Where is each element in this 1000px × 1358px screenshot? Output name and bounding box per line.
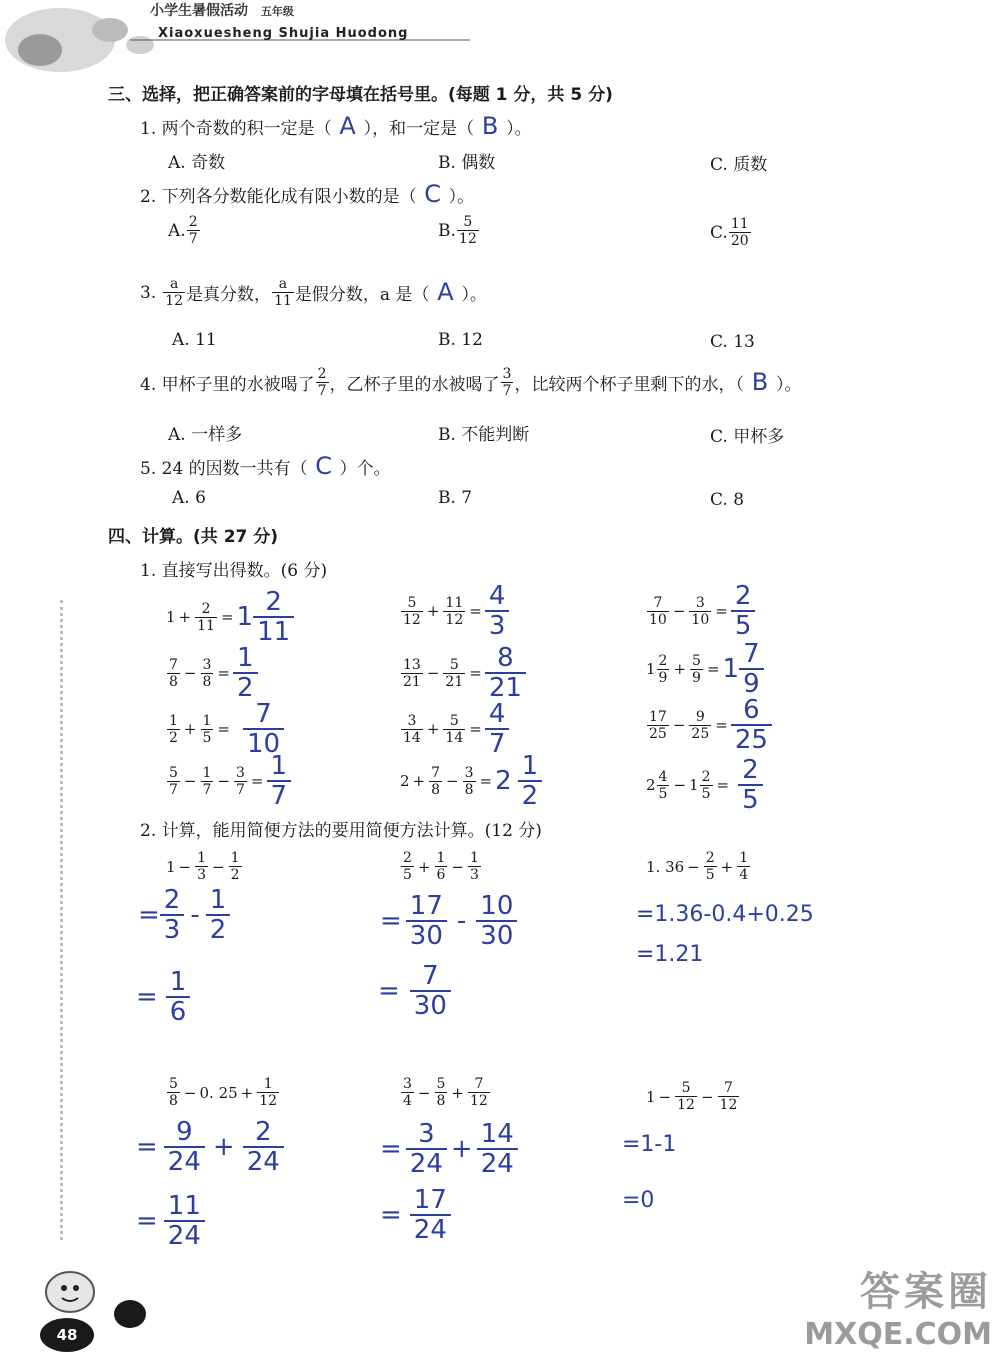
header-brand-cn	[150, 0, 294, 20]
calc-3-expression: 1. 36 − $\frac{2}{5}$ + $\frac{1}{4}$	[646, 850, 749, 883]
answer-fraction: $\frac{2}{5}$	[738, 756, 763, 814]
answer-fraction: $\frac{2}{5}$	[731, 582, 756, 640]
direct-r1c1: 1 + $\frac{2}{11}$ = 1 2 11	[166, 588, 294, 646]
answer-fraction: $\frac{7}{10}$	[243, 700, 284, 758]
fraction: $\frac{3}{7}$	[502, 366, 512, 399]
calc-2-expression: $\frac{2}{5}$ + $\frac{1}{6}$ − $\frac{1}{3}$	[403, 850, 479, 883]
fraction: $\frac{5}{9}$	[692, 652, 701, 686]
fraction: $\frac{5}{12}$	[677, 1080, 695, 1113]
fraction: $\frac{5}{7}$	[169, 764, 178, 798]
answer-fraction: $\frac{14}{24}$	[477, 1120, 518, 1178]
fraction: $\frac{1}{6}$	[436, 850, 446, 883]
fraction: $\frac{11}{12}$	[445, 594, 464, 628]
fraction: $\frac{3}{14}$	[403, 712, 421, 746]
fraction: $\frac{3}{8}$	[202, 656, 212, 690]
fraction: $\frac{3}{7}$	[236, 764, 245, 798]
fraction: $\frac{1}{4}$	[739, 850, 749, 883]
direct-r2c3: 1 $\frac{2}{9}$ + $\frac{5}{9}$ = 1 7 9	[646, 640, 764, 698]
direct-r3c3: $\frac{17}{25}$ − $\frac{9}{25}$ = $\frac{6}{25}$	[646, 696, 772, 754]
fraction: $\frac{1}{12}$	[259, 1076, 278, 1109]
fraction: $\frac{9}{25}$	[691, 708, 710, 742]
fraction: $\frac{5}{12}$	[458, 214, 477, 247]
answer-fraction: $\frac{7}{30}$	[410, 962, 451, 1020]
answer-fraction: 1 2	[518, 752, 543, 810]
q5-option-a: A. 6	[172, 488, 206, 508]
answer-fraction: $\frac{6}{25}$	[731, 696, 772, 754]
answer-fraction: $\frac{2}{3}$	[160, 886, 185, 944]
calc-4-expression: $\frac{5}{8}$ − 0. 25 + $\frac{1}{12}$	[169, 1076, 278, 1109]
answer-whole: 1	[236, 602, 254, 632]
direct-r3c1: $\frac{1}{2}$ + $\frac{1}{5}$ = $\frac{7}{10}$	[166, 700, 284, 758]
answer-fraction: $\frac{4}{3}$	[485, 582, 510, 640]
direct-r4c3: 2 $\frac{4}{5}$ − 1 $\frac{2}{5}$ = $\frac{2}{5}$	[646, 756, 763, 814]
q1-answer-2: B	[481, 112, 499, 140]
fraction: $\frac{3}{4}$	[403, 1076, 412, 1109]
answer-fraction: $\frac{9}{24}$	[164, 1118, 205, 1176]
brand-grade: 五年级	[260, 5, 294, 18]
calc-5-expression: $\frac{3}{4}$ − $\frac{5}{8}$ + $\frac{7}{12}$	[403, 1076, 488, 1109]
fraction: $\frac{5}{14}$	[445, 712, 464, 746]
calc-6-step-1: =1-1	[622, 1132, 677, 1157]
direct-r2c2: $\frac{13}{21}$ − $\frac{5}{21}$ = $\frac{8}{21}$	[400, 644, 526, 702]
fraction: $\frac{2}{9}$	[658, 652, 668, 686]
q1-stem: 1. 两个奇数的积一定是（ A ），和一定是（ B ）。	[140, 112, 532, 140]
fraction: $\frac{2}{11}$	[197, 600, 215, 634]
answer-fraction: $\frac{17}{24}$	[410, 1186, 451, 1244]
calc-4-step-2: = $\frac{11}{24}$	[136, 1192, 205, 1250]
direct-r2c1: $\frac{7}{8}$ − $\frac{3}{8}$ = $\frac{1}{2}$	[166, 644, 258, 702]
answer-fraction: $\frac{3}{24}$	[406, 1120, 447, 1178]
q5-option-b: B. 7	[438, 488, 473, 508]
answer-fraction: $\frac{2}{24}$	[243, 1118, 284, 1176]
watermark-text: 答案圈	[860, 1269, 992, 1315]
calc-3-step-2: =1.21	[636, 942, 704, 967]
fraction: $\frac{5}{8}$	[436, 1076, 446, 1109]
answer-fraction: 10 30	[476, 892, 517, 950]
fraction: $\frac{2}{5}$	[403, 850, 412, 883]
q1-option-b: B. 偶数	[438, 153, 496, 173]
answer-fraction: $\frac{11}{24}$	[164, 1192, 205, 1250]
watermark-url: MXQE.COM	[804, 1317, 992, 1352]
fraction: $\frac{7}{8}$	[169, 656, 178, 690]
watermark	[804, 1260, 992, 1352]
q4-answer: B	[751, 368, 769, 396]
q2-option-a: A. $\frac{2}{7}$	[168, 214, 198, 247]
answer-fraction: $\frac{17}{30}$	[406, 892, 447, 950]
answer-fraction: 2 11	[253, 588, 294, 646]
section-3-title: 三、选择，把正确答案前的字母填在括号里。(每题 1 分，共 5 分)	[108, 85, 613, 105]
q3-option-b: B. 12	[438, 330, 483, 350]
fraction: $\frac{1}{7}$	[202, 764, 212, 798]
q4-stem: 4. 甲杯子里的水被喝了 $\frac{2}{7}$ ，乙杯子里的水被喝了 $\frac{3}{7}$ ，比较两个杯子里剩下的水，（ B ）。	[140, 366, 802, 399]
fraction: $\frac{1}{3}$	[470, 850, 479, 883]
direct-r4c2: 2 + $\frac{7}{8}$ − $\frac{3}{8}$ = 2 1 2	[400, 752, 542, 810]
fraction: $\frac{2}{7}$	[188, 214, 198, 247]
q2-stem: 2. 下列各分数能化成有限小数的是（ C ）。	[140, 180, 475, 208]
direct-r4c1: $\frac{5}{7}$ − $\frac{1}{7}$ − $\frac{3}{7}$ = $\frac{1}{7}$	[166, 752, 291, 810]
q3-option-c: C. 13	[710, 332, 755, 352]
margin-dotted-line	[60, 600, 63, 1240]
fraction: $\frac{7}{8}$	[431, 764, 441, 798]
q4-option-c: C. 甲杯多	[710, 427, 785, 447]
answer-fraction: $\frac{8}{21}$	[485, 644, 526, 702]
calc-6-step-2: =0	[622, 1188, 655, 1213]
fraction: $\frac{5}{21}$	[445, 656, 464, 690]
q1-answer-1: A	[339, 112, 356, 140]
fraction: $\frac{13}{21}$	[403, 656, 421, 690]
calc-3-step-1: =1.36-0.4+0.25	[636, 902, 814, 927]
fraction: $\frac{a}{11}$	[274, 276, 292, 309]
brand-name: 小学生暑假活动	[150, 3, 248, 19]
q4-option-a: A. 一样多	[168, 425, 243, 445]
answer-fraction: $\frac{1}{7}$	[267, 752, 292, 810]
fraction: $\frac{5}{8}$	[169, 1076, 178, 1109]
fraction: $\frac{1}{5}$	[202, 712, 212, 746]
fraction: $\frac{3}{10}$	[691, 594, 710, 628]
fraction: $\frac{11}{20}$	[730, 216, 749, 249]
answer-fraction: $\frac{4}{7}$	[485, 700, 510, 758]
calc-1-step-2: = $\frac{1}{6}$	[136, 968, 190, 1026]
fraction: $\frac{1}{2}$	[169, 712, 178, 746]
calc-1-step-1: = $\frac{2}{3}$ - 1 2	[138, 886, 230, 944]
calc-5-step-1: = $\frac{3}{24}$ + $\frac{14}{24}$	[380, 1120, 518, 1178]
fraction: $\frac{4}{5}$	[658, 768, 668, 802]
page-number: 48	[40, 1318, 94, 1352]
header-brand-pinyin: Xiaoxuesheng Shujia Huodong	[158, 26, 409, 41]
calc-5-step-2: = $\frac{17}{24}$	[380, 1186, 451, 1244]
fraction: $\frac{1}{3}$	[197, 850, 207, 883]
calc-2-step-1: = $\frac{17}{30}$ - 10 30	[380, 892, 517, 950]
answer-fraction: 7 9	[739, 640, 764, 698]
fraction: $\frac{a}{12}$	[165, 276, 184, 309]
calc-1-expression: 1 − $\frac{1}{3}$ − $\frac{1}{2}$	[166, 850, 240, 883]
section-4-title: 四、计算。(共 27 分)	[108, 527, 279, 547]
fraction: $\frac{2}{7}$	[317, 366, 327, 399]
fraction: $\frac{2}{5}$	[701, 768, 711, 802]
q3-option-a: A. 11	[172, 330, 217, 350]
fraction: $\frac{3}{8}$	[464, 764, 474, 798]
q3-stem: 3. $\frac{a}{12}$ 是真分数， $\frac{a}{11}$ 是假分数，a 是（ A ）。	[140, 276, 487, 309]
part-2-title: 2. 计算，能用简便方法的要用简便方法计算。(12 分)	[140, 821, 542, 841]
answer-whole: 1	[722, 654, 740, 684]
q3-answer: A	[437, 278, 454, 306]
direct-r1c3: $\frac{7}{10}$ − $\frac{3}{10}$ = $\frac{2}{5}$	[646, 582, 755, 640]
fraction: $\frac{5}{12}$	[403, 594, 421, 628]
q4-option-b: B. 不能判断	[438, 425, 530, 445]
q5-option-c: C. 8	[710, 490, 745, 510]
direct-r3c2: $\frac{3}{14}$ + $\frac{5}{14}$ = $\frac{4}{7}$	[400, 700, 509, 758]
q2-option-c: C. $\frac{11}{20}$	[710, 216, 749, 249]
answer-fraction: $\frac{1}{6}$	[166, 968, 191, 1026]
fraction: $\frac{7}{12}$	[470, 1076, 488, 1109]
fraction: $\frac{7}{10}$	[649, 594, 667, 628]
answer-whole: 2	[495, 766, 512, 796]
fraction: $\frac{7}{12}$	[719, 1080, 738, 1113]
calc-6-expression: 1 − $\frac{5}{12}$ − $\frac{7}{12}$	[646, 1080, 738, 1113]
fraction: $\frac{1}{2}$	[230, 850, 240, 883]
q1-option-c: C. 质数	[710, 155, 768, 175]
direct-r1c2: $\frac{5}{12}$ + $\frac{11}{12}$ = $\frac{4}{3}$	[400, 582, 509, 640]
answer-fraction: $\frac{1}{2}$	[233, 644, 258, 702]
calc-2-step-2: = $\frac{7}{30}$	[378, 962, 451, 1020]
q1-option-a: A. 奇数	[168, 153, 226, 173]
fraction: $\frac{17}{25}$	[649, 708, 667, 742]
calc-4-step-1: = $\frac{9}{24}$ + $\frac{2}{24}$	[136, 1118, 284, 1176]
part-1-title: 1. 直接写出得数。(6 分)	[140, 561, 328, 581]
q5-answer: C	[315, 452, 333, 480]
q5-stem: 5. 24 的因数一共有（ C ）个。	[140, 452, 391, 480]
fraction: $\frac{2}{5}$	[705, 850, 715, 883]
q2-option-b: B. $\frac{5}{12}$	[438, 214, 477, 247]
answer-fraction: 1 2	[206, 886, 231, 944]
q2-answer: C	[424, 180, 441, 208]
